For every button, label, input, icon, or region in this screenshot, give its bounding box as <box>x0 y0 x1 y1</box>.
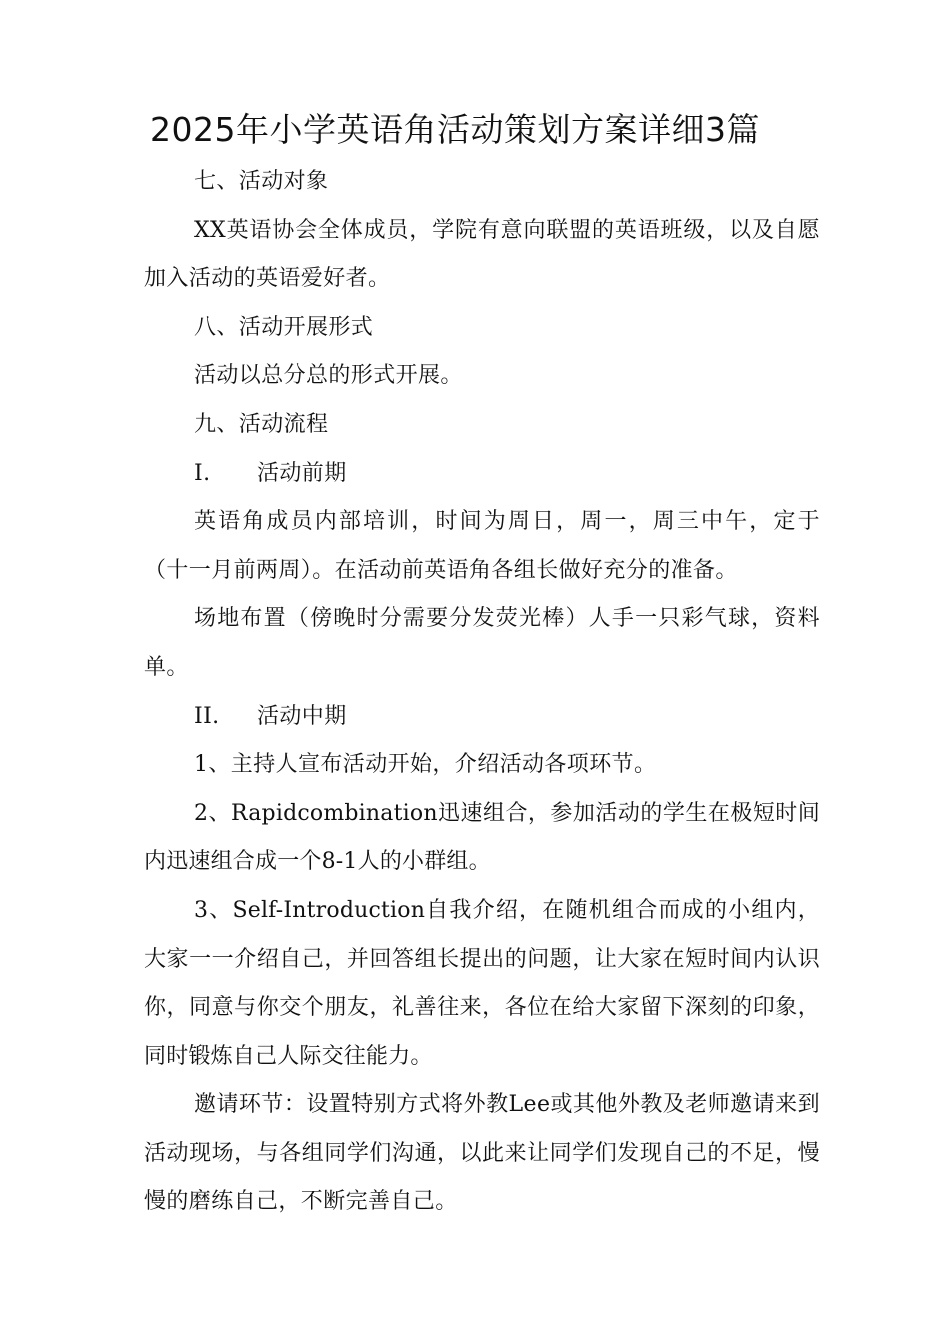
document-title: 2025年小学英语角活动策划方案详细3篇 <box>150 110 760 149</box>
paragraph-step-3: 3、Self-Introduction自我介绍，在随机组合而成的小组内，大家一一介绍自己，并回答组长提出的问题，让大家在短时间内认识你，同意与你交个朋友，礼善往来，各位在给大家留下深刻的印象，同时锻炼自己人际交往能力。 <box>144 897 820 1069</box>
paragraph-venue-setup: 场地布置（傍晚时分需要分发荧光棒）人手一只彩气球，资料单。 <box>144 606 820 680</box>
list-marker: I. <box>194 460 211 486</box>
heading-activity-format: 八、活动开展形式 <box>194 314 374 340</box>
document-body <box>144 158 820 1227</box>
paragraph-step-2: 2、Rapidcombination迅速组合，参加活动的学生在极短时间内迅速组合成一个8-1人的小群组。 <box>144 800 820 875</box>
subheading-label: 活动中期 <box>257 703 347 729</box>
subheading-pre-activity <box>144 450 820 499</box>
paragraph-invitation: 邀请环节：设置特别方式将外教Lee或其他外教及老师邀请来到活动现场，与各组同学们沟通，以此来让同学们发现自己的不足，慢慢的磨练自己，不断完善自己。 <box>144 1092 820 1215</box>
heading-activity-target: 七、活动对象 <box>194 169 329 194</box>
subheading-mid-activity <box>144 693 820 742</box>
paragraph-activity-target: XX英语协会全体成员，学院有意向联盟的英语班级，以及自愿加入活动的英语爱好者。 <box>144 217 820 292</box>
heading-activity-process: 九、活动流程 <box>194 411 329 437</box>
paragraph-activity-format: 活动以总分总的形式开展。 <box>194 363 463 389</box>
paragraph-training: 英语角成员内部培训，时间为周日，周一，周三中午，定于（十一月前两周）。在活动前英语角各组长做好充分的准备。 <box>144 509 820 583</box>
subheading-label: 活动前期 <box>257 460 347 486</box>
paragraph-step-1: 1、主持人宣布活动开始，介绍活动各项环节。 <box>194 752 657 778</box>
list-marker: II. <box>194 703 220 729</box>
